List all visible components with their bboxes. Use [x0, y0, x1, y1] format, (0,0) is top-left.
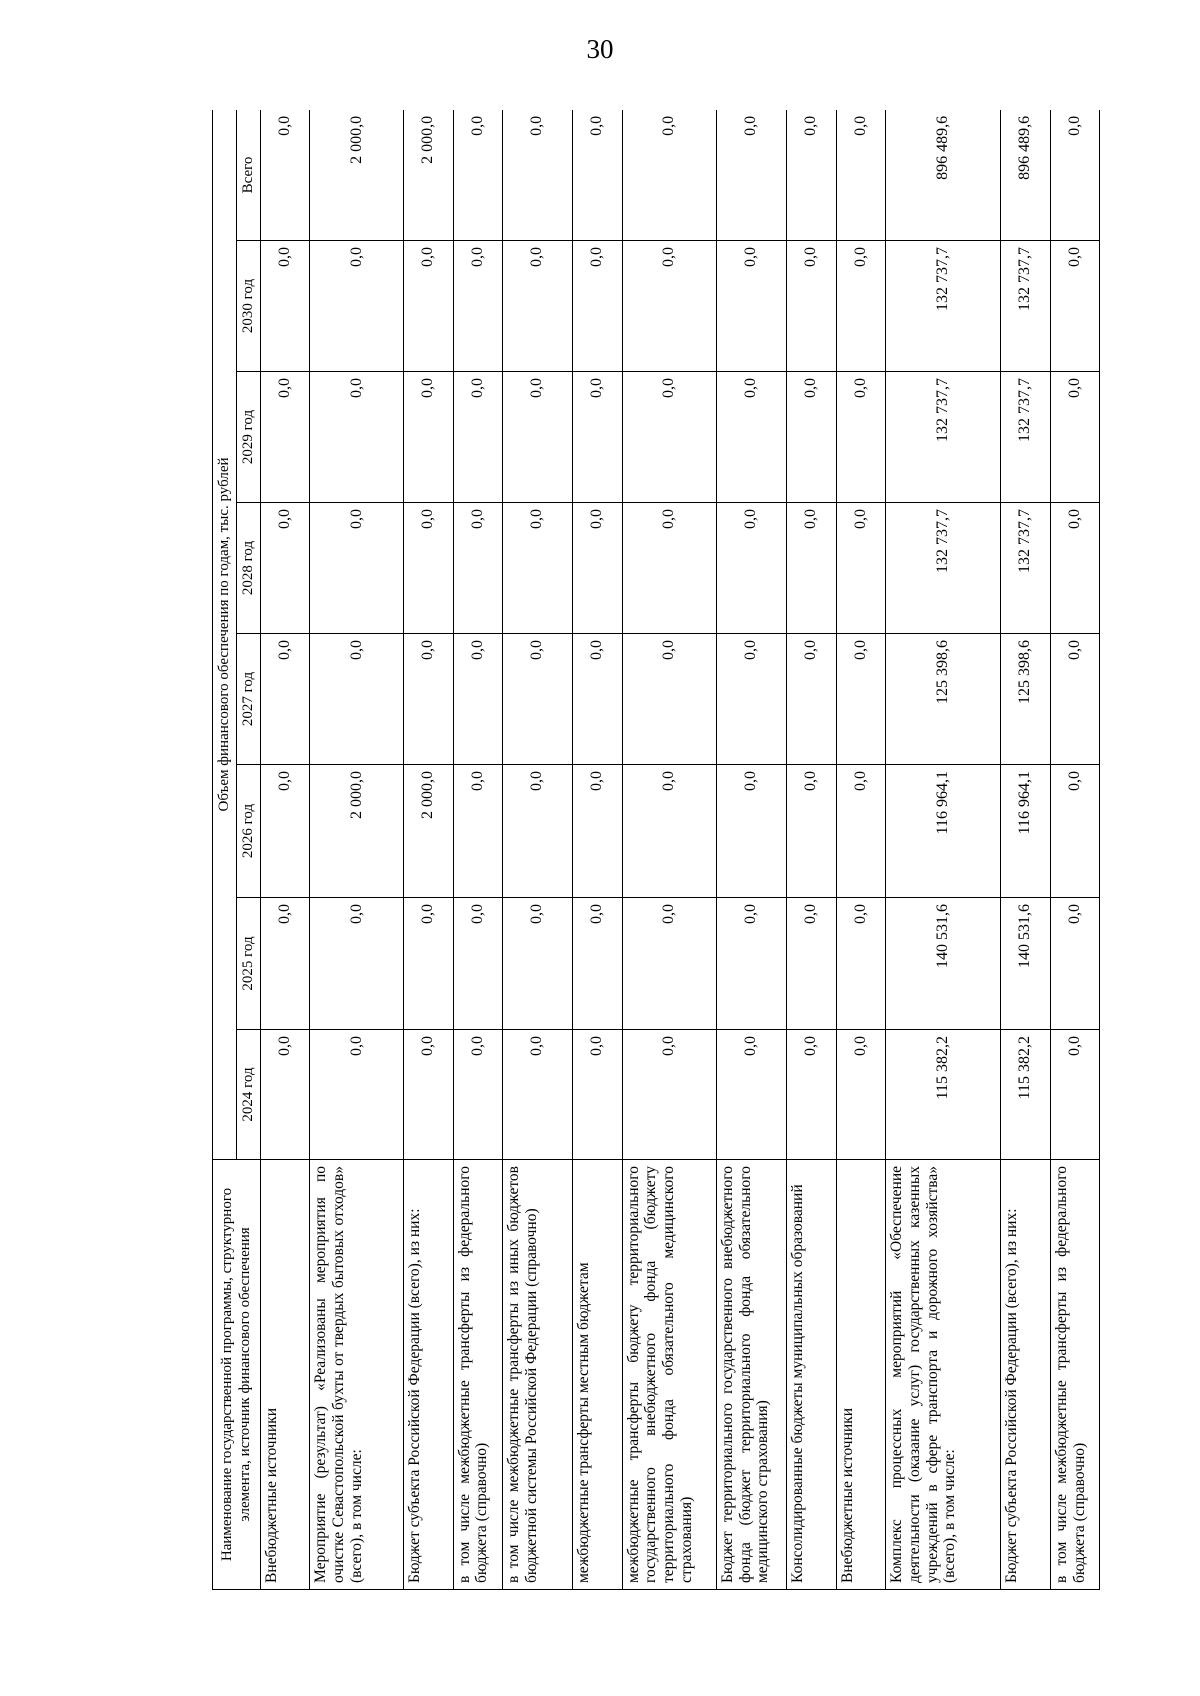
row-year-value: 0,0 — [787, 241, 836, 372]
row-year-value: 0,0 — [622, 898, 716, 1030]
row-year-value: 0,0 — [716, 241, 787, 372]
row-name: Комплекс процессных мероприятий «Обеспечение деятельности (оказание услуг) государственных казенных учреждений в сфере транспорта и дорожного хозяйства» (всего), в том числе: — [885, 1160, 1001, 1590]
header-year: 2027 год — [237, 634, 261, 765]
row-year-value: 0,0 — [502, 241, 573, 372]
row-year-value: 0,0 — [716, 898, 787, 1030]
row-year-value: 0,0 — [622, 503, 716, 634]
row-year-value: 0,0 — [836, 503, 885, 634]
header-total: Всего — [237, 110, 261, 241]
table-row — [716, 110, 787, 1590]
row-year-value: 0,0 — [502, 372, 573, 503]
table-body — [261, 110, 1100, 1590]
table-row — [1050, 110, 1099, 1590]
row-year-value: 0,0 — [1050, 765, 1099, 898]
row-year-value: 0,0 — [787, 372, 836, 503]
row-year-value: 0,0 — [836, 634, 885, 765]
row-year-value: 0,0 — [573, 898, 622, 1030]
row-name: Мероприятие (результат) «Реализованы мероприятия по очистке Севастопольской бухты от твердых бытовых отходов» (всего), в том числе: — [310, 1160, 404, 1590]
row-year-value: 0,0 — [502, 1030, 573, 1160]
row-total-value: 0,0 — [502, 110, 573, 241]
row-year-value: 0,0 — [622, 1030, 716, 1160]
row-name: межбюджетные трансферты местным бюджетам — [573, 1160, 622, 1590]
row-year-value: 0,0 — [261, 241, 310, 372]
row-year-value: 125 398,6 — [1001, 634, 1050, 765]
row-year-value: 132 737,7 — [885, 241, 1001, 372]
row-year-value: 0,0 — [1050, 503, 1099, 634]
row-year-value: 0,0 — [836, 898, 885, 1030]
row-total-value: 0,0 — [261, 110, 310, 241]
row-year-value: 0,0 — [787, 634, 836, 765]
row-year-value: 0,0 — [1050, 634, 1099, 765]
row-name: в том числе межбюджетные трансферты из федерального бюджета (справочно) — [1050, 1160, 1099, 1590]
row-year-value: 0,0 — [1050, 1030, 1099, 1160]
table-row — [261, 110, 310, 1590]
header-year: 2024 год — [237, 1030, 261, 1160]
row-total-value: 896 489,6 — [1001, 110, 1050, 241]
row-year-value: 0,0 — [502, 765, 573, 898]
row-year-value: 0,0 — [453, 241, 502, 372]
table-header — [213, 110, 261, 1590]
row-year-value: 0,0 — [573, 1030, 622, 1160]
row-total-value: 0,0 — [787, 110, 836, 241]
table-row — [310, 110, 404, 1590]
row-year-value: 2 000,0 — [310, 765, 404, 898]
row-year-value: 140 531,6 — [885, 898, 1001, 1030]
row-year-value: 132 737,7 — [885, 372, 1001, 503]
table-row — [836, 110, 885, 1590]
row-year-value: 0,0 — [573, 765, 622, 898]
row-year-value: 0,0 — [261, 765, 310, 898]
row-year-value: 0,0 — [310, 241, 404, 372]
row-year-value: 132 737,7 — [885, 503, 1001, 634]
row-year-value: 0,0 — [573, 503, 622, 634]
table-row — [787, 110, 836, 1590]
row-year-value: 0,0 — [261, 898, 310, 1030]
row-year-value: 115 382,2 — [1001, 1030, 1050, 1160]
row-year-value: 0,0 — [716, 765, 787, 898]
financing-table — [212, 110, 1100, 1590]
row-year-value: 0,0 — [404, 898, 453, 1030]
row-year-value: 0,0 — [502, 503, 573, 634]
row-year-value: 115 382,2 — [885, 1030, 1001, 1160]
row-year-value: 0,0 — [261, 503, 310, 634]
header-year: 2026 год — [237, 765, 261, 898]
row-year-value: 0,0 — [787, 898, 836, 1030]
row-year-value: 0,0 — [453, 1030, 502, 1160]
table-row — [1001, 110, 1050, 1590]
row-year-value: 0,0 — [261, 372, 310, 503]
row-year-value: 132 737,7 — [1001, 372, 1050, 503]
row-year-value: 0,0 — [716, 503, 787, 634]
row-total-value: 2 000,0 — [310, 110, 404, 241]
table-row — [885, 110, 1001, 1590]
row-name: Консолидированные бюджеты муниципальных образований — [787, 1160, 836, 1590]
row-year-value: 0,0 — [573, 634, 622, 765]
row-year-value: 0,0 — [716, 372, 787, 503]
header-group-title: Объем финансового обеспечения по годам, тыс. рублей — [213, 110, 237, 1160]
header-year: 2029 год — [237, 372, 261, 503]
row-year-value: 0,0 — [404, 634, 453, 765]
header-name-column: Наименование государственной программы, структурного элемента, источник финансового обеспечения — [213, 1160, 261, 1590]
row-year-value: 0,0 — [404, 241, 453, 372]
row-year-value: 0,0 — [573, 241, 622, 372]
row-year-value: 0,0 — [787, 1030, 836, 1160]
row-year-value: 0,0 — [787, 503, 836, 634]
table-row — [502, 110, 573, 1590]
row-year-value: 116 964,1 — [885, 765, 1001, 898]
row-year-value: 0,0 — [622, 372, 716, 503]
row-total-value: 0,0 — [1050, 110, 1099, 241]
row-year-value: 0,0 — [453, 765, 502, 898]
row-total-value: 896 489,6 — [885, 110, 1001, 241]
row-name: Бюджет субъекта Российской Федерации (всего), из них: — [1001, 1160, 1050, 1590]
row-year-value: 0,0 — [453, 372, 502, 503]
row-name: в том числе межбюджетные трансферты из федерального бюджета (справочно) — [453, 1160, 502, 1590]
row-year-value: 140 531,6 — [1001, 898, 1050, 1030]
row-year-value: 0,0 — [261, 634, 310, 765]
row-year-value: 0,0 — [1050, 898, 1099, 1030]
row-name: Внебюджетные источники — [261, 1160, 310, 1590]
row-year-value: 0,0 — [261, 1030, 310, 1160]
row-year-value: 0,0 — [836, 241, 885, 372]
row-year-value: 0,0 — [716, 634, 787, 765]
row-year-value: 132 737,7 — [1001, 503, 1050, 634]
row-total-value: 0,0 — [573, 110, 622, 241]
table-container — [212, 110, 1100, 1590]
row-total-value: 2 000,0 — [404, 110, 453, 241]
row-year-value: 0,0 — [453, 898, 502, 1030]
row-total-value: 0,0 — [836, 110, 885, 241]
table-row — [573, 110, 622, 1590]
row-name: Бюджет территориального государственного внебюджетного фонда (бюджет территориального фонда обязательного медицинского страхования) — [716, 1160, 787, 1590]
row-year-value: 0,0 — [573, 372, 622, 503]
row-year-value: 0,0 — [622, 241, 716, 372]
row-year-value: 0,0 — [836, 765, 885, 898]
row-name: межбюджетные трансферты бюджету территориального государственного внебюджетного фонда (бюджету территориального фонда обязательного медицинского страхования) — [622, 1160, 716, 1590]
row-year-value: 0,0 — [310, 898, 404, 1030]
row-year-value: 0,0 — [622, 765, 716, 898]
row-year-value: 0,0 — [502, 898, 573, 1030]
row-total-value: 0,0 — [716, 110, 787, 241]
row-year-value: 0,0 — [404, 1030, 453, 1160]
row-year-value: 0,0 — [453, 503, 502, 634]
row-total-value: 0,0 — [622, 110, 716, 241]
row-year-value: 2 000,0 — [404, 765, 453, 898]
row-year-value: 0,0 — [787, 765, 836, 898]
page-number: 30 — [586, 34, 614, 64]
header-year: 2028 год — [237, 503, 261, 634]
row-year-value: 116 964,1 — [1001, 765, 1050, 898]
row-year-value: 0,0 — [836, 372, 885, 503]
header-year: 2030 год — [237, 241, 261, 372]
row-year-value: 0,0 — [716, 1030, 787, 1160]
row-year-value: 125 398,6 — [885, 634, 1001, 765]
row-year-value: 0,0 — [502, 634, 573, 765]
row-name: в том числе межбюджетные трансферты из иных бюджетов бюджетной системы Российской Федерации (справочно) — [502, 1160, 573, 1590]
row-year-value: 0,0 — [310, 503, 404, 634]
row-year-value: 0,0 — [310, 634, 404, 765]
row-year-value: 0,0 — [622, 634, 716, 765]
row-year-value: 0,0 — [310, 372, 404, 503]
table-row — [622, 110, 716, 1590]
row-name: Внебюджетные источники — [836, 1160, 885, 1590]
row-year-value: 0,0 — [404, 372, 453, 503]
row-total-value: 0,0 — [453, 110, 502, 241]
row-year-value: 0,0 — [310, 1030, 404, 1160]
header-year: 2025 год — [237, 898, 261, 1030]
row-year-value: 0,0 — [1050, 241, 1099, 372]
table-row — [404, 110, 453, 1590]
row-year-value: 132 737,7 — [1001, 241, 1050, 372]
row-name: Бюджет субъекта Российской Федерации (всего), из них: — [404, 1160, 453, 1590]
row-year-value: 0,0 — [404, 503, 453, 634]
row-year-value: 0,0 — [1050, 372, 1099, 503]
row-year-value: 0,0 — [453, 634, 502, 765]
row-year-value: 0,0 — [836, 1030, 885, 1160]
table-row — [453, 110, 502, 1590]
